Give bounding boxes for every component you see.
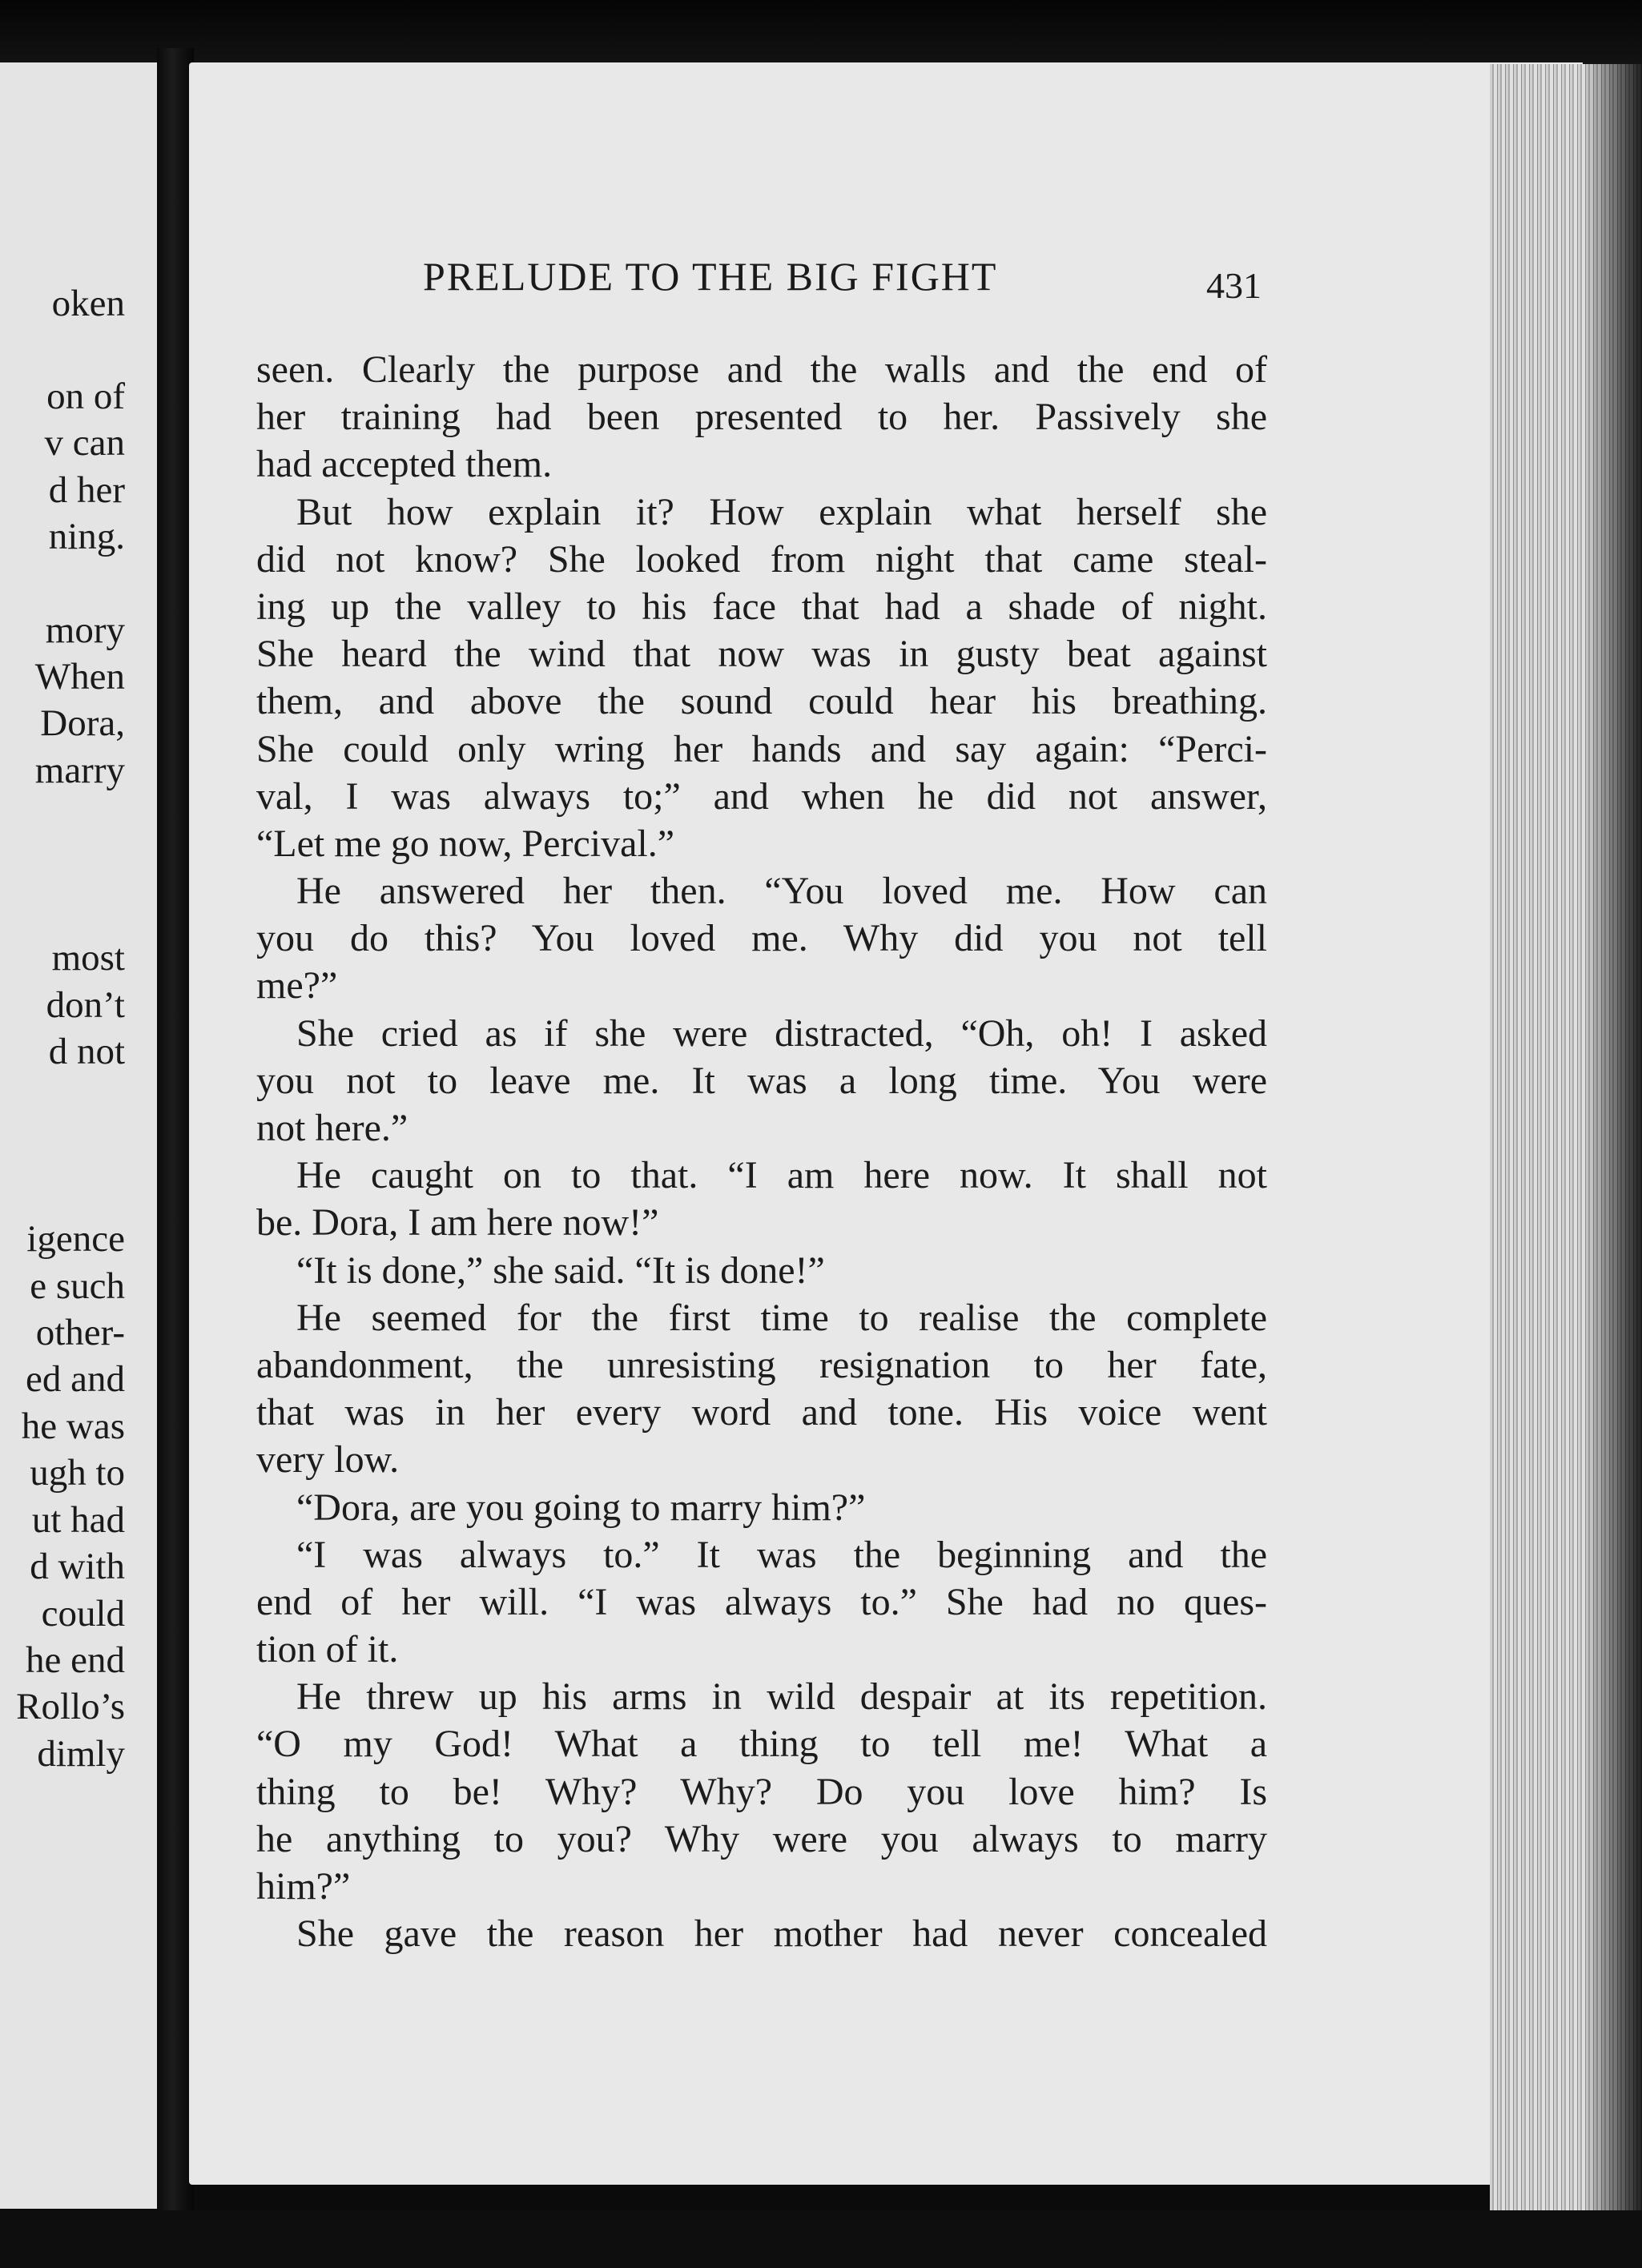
text-line: seen. Clearly the purpose and the walls and the end of — [256, 348, 1267, 391]
left-page-text-fragment: When — [34, 656, 125, 698]
text-line: you not to leave me. It was a long time. You were — [256, 1059, 1267, 1102]
left-page-text-fragment: igence — [26, 1218, 125, 1260]
left-page-text-fragment: ed and — [26, 1358, 125, 1400]
left-page-text-fragment: don’t — [46, 984, 125, 1026]
left-page-text-fragment: ugh to — [30, 1452, 125, 1494]
text-line: very low. — [256, 1438, 400, 1482]
text-line: be. Dora, I am here now!” — [256, 1201, 659, 1245]
left-page-text-fragment: dimly — [37, 1733, 125, 1775]
left-page-text-fragment: marry — [34, 750, 125, 791]
running-head: PRELUDE TO THE BIG FIGHT — [423, 254, 998, 299]
text-line: me?” — [256, 964, 338, 1007]
text-line: tion of it. — [256, 1628, 399, 1671]
text-line: She gave the reason her mother had never concealed — [296, 1912, 1267, 1956]
left-page-text-fragment: he was — [21, 1405, 125, 1447]
text-line: him?” — [256, 1865, 351, 1908]
text-line: them, and above the sound could hear his breathing. — [256, 680, 1267, 723]
text-line: “Dora, are you going to marry him?” — [296, 1486, 866, 1529]
left-page-text-fragment: most — [51, 937, 125, 979]
text-line: She could only wring her hands and say again: “Perci- — [256, 727, 1267, 770]
page-edge-shadow — [1586, 64, 1642, 2226]
page-edges — [1490, 64, 1642, 2226]
text-line: “Let me go now, Percival.” — [256, 822, 675, 865]
left-page-text-fragment: could — [41, 1593, 125, 1635]
left-page-text-fragment: on of — [46, 376, 125, 417]
left-page-text-fragment: Dora, — [40, 702, 125, 744]
text-line: abandonment, the unresisting resignation to her fate, — [256, 1343, 1267, 1386]
text-line: end of her will. “I was always to.” She had no ques- — [256, 1580, 1267, 1623]
left-page-text-fragment: he end — [26, 1639, 125, 1681]
left-page-text-fragment: d with — [30, 1546, 125, 1587]
text-line: val, I was always to;” and when he did not answer, — [256, 774, 1267, 818]
left-page-text-fragment: ning. — [48, 516, 125, 557]
left-page-text-fragment: mory — [45, 609, 125, 651]
text-line: did not know? She looked from night that came steal- — [256, 537, 1267, 581]
text-line: But how explain it? How explain what herself she — [296, 490, 1267, 533]
text-line: He caught on to that. “I am here now. It shall not — [296, 1154, 1267, 1197]
text-line: thing to be! Why? Why? Do you love him? Is — [256, 1770, 1267, 1813]
text-line: “I was always to.” It was the beginning and the — [296, 1533, 1267, 1576]
left-page-text-fragment: other- — [35, 1312, 125, 1353]
scan-bottom-background — [0, 2210, 1642, 2268]
left-page-text-fragment: oken — [51, 283, 125, 324]
left-page-text-fragment: ut had — [31, 1499, 125, 1541]
text-line: He threw up his arms in wild despair at its repetition. — [296, 1675, 1267, 1719]
text-line: not here.” — [256, 1107, 408, 1149]
text-line: that was in her every word and tone. His voice went — [256, 1391, 1267, 1434]
left-page-text-fragment: Rollo’s — [16, 1686, 125, 1727]
page-number: 431 — [1206, 265, 1262, 306]
text-line: “It is done,” she said. “It is done!” — [296, 1249, 825, 1292]
body-text — [256, 346, 1267, 1957]
text-line: He seemed for the first time to realise the complete — [296, 1296, 1267, 1339]
text-line: She heard the wind that now was in gusty beat against — [256, 633, 1267, 676]
text-line: her training had been presented to her. Passively she — [256, 396, 1267, 439]
text-line: “O my God! What a thing to tell me! What a — [256, 1723, 1267, 1766]
left-page-text-fragment: d not — [48, 1031, 125, 1072]
text-line: She cried as if she were distracted, “Oh, oh! I asked — [296, 1011, 1267, 1055]
text-line: ing up the valley to his face that had a shade of night. — [256, 585, 1267, 628]
left-page-text-fragment: v can — [44, 422, 125, 464]
left-page-fragment — [0, 62, 157, 2209]
text-line: had accepted them. — [256, 443, 553, 486]
scan-background — [0, 0, 1642, 72]
left-page-text-fragment: e such — [30, 1265, 125, 1307]
left-page-text-fragment: d her — [48, 469, 125, 511]
text-line: he anything to you? Why were you always to marry — [256, 1817, 1267, 1860]
text-line: you do this? You loved me. Why did you not tell — [256, 917, 1267, 960]
text-line: He answered her then. “You loved me. How can — [296, 870, 1267, 913]
